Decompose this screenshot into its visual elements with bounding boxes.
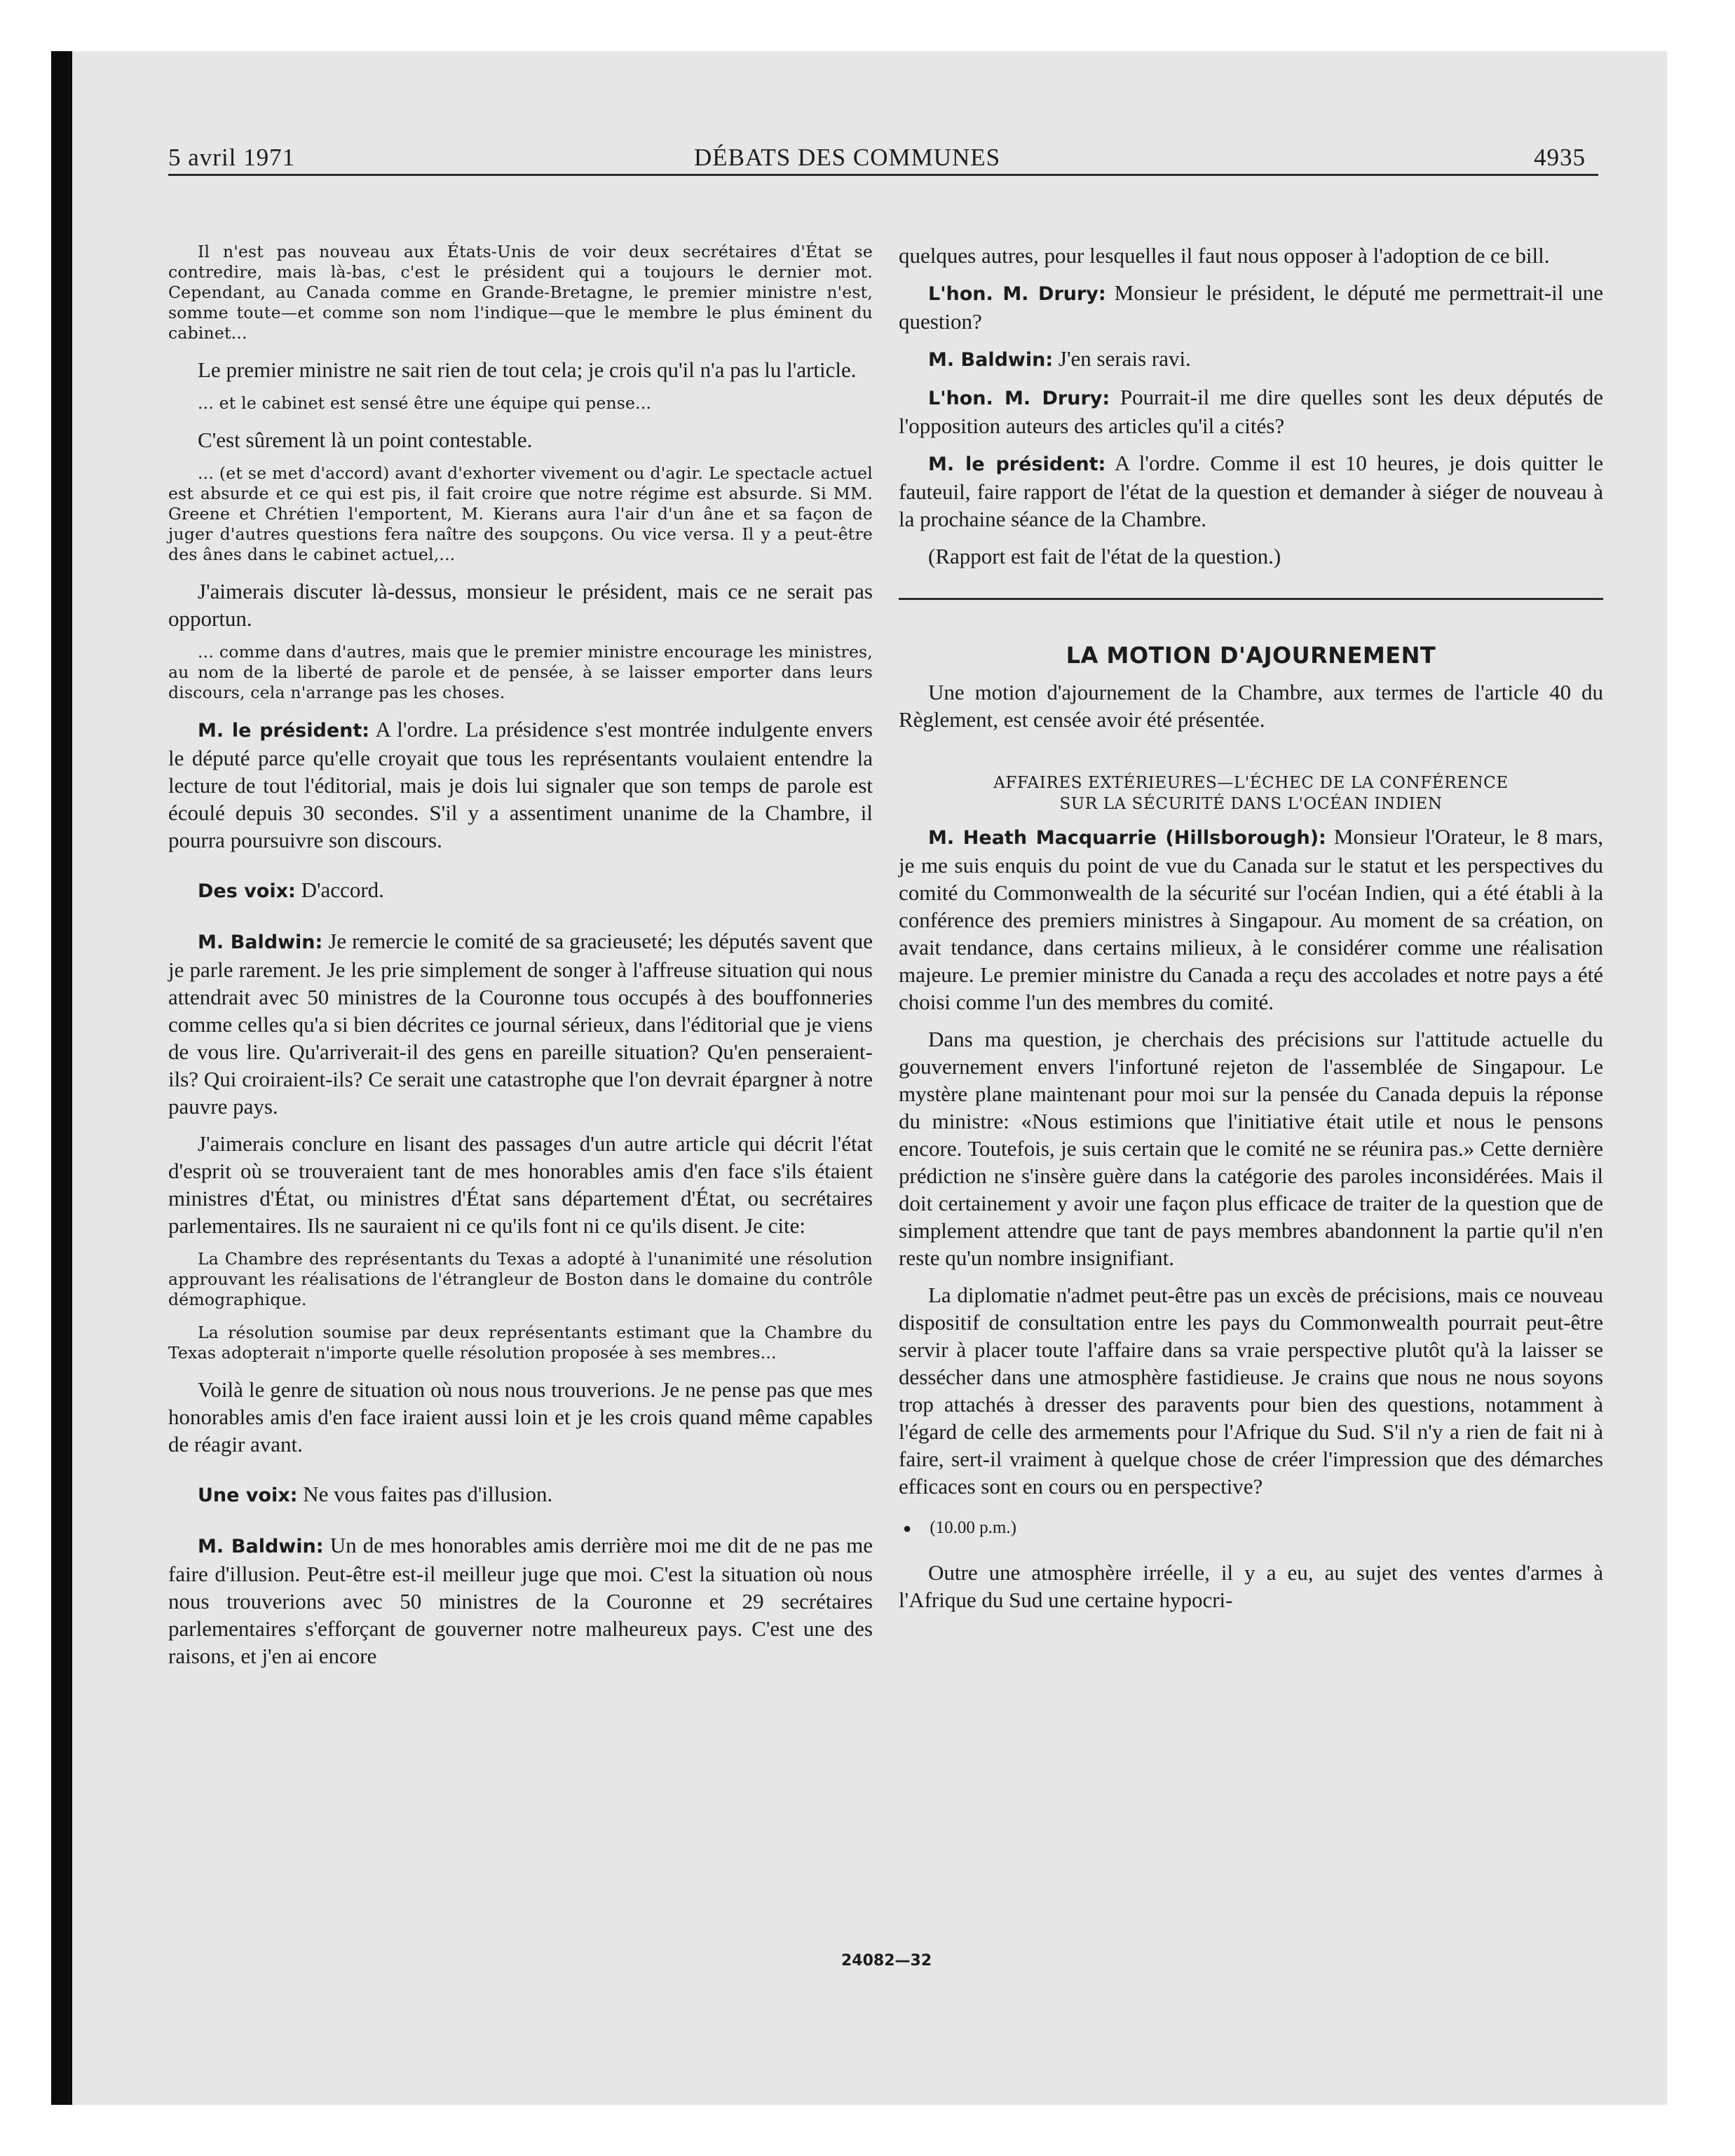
speech-text: Monsieur l'Orateur, le 8 mars, je me suis enquis du point de vue du Canada sur le statut et les perspectives du comité du Commonwealth de la sécurité sur l'océan Indien, qui a été établi à la conférence des premiers ministres à Singapour. Au moment de sa création, on avait tendance, dans certains milieux, à le considérer comme une réalisation majeure. Le premier ministre du Canada a reçu des accolades et notre pays a été choisi comme l'un des membres du comité.: [899, 824, 1604, 1014]
speech-text: Ne vous faites pas d'illusion.: [303, 1482, 553, 1506]
speaker-name: L'hon. M. Drury:: [928, 388, 1110, 409]
speaker-name: L'hon. M. Drury:: [928, 283, 1106, 305]
speech-text: A l'ordre. Comme il est 10 heures, je dois quitter le fauteuil, faire rapport de l'état de la question et demander à siéger de nouveau à la prochaine séance de la Chambre.: [899, 451, 1604, 531]
speaker-name: Des voix:: [198, 880, 296, 902]
speech: [168, 876, 873, 905]
speech: [899, 345, 1603, 374]
paragraph: J'aimerais conclure en lisant des passages d'un autre article qui décrit l'état d'esprit où se trouveraient tant de mes honorables amis d'en face s'ils étaient ministres d'État, ou ministres d'État sans département d'État, ou secrétaires parlementaires. Ils ne sauraient ni ce qu'ils font ni ce qu'ils disent. Je cite:: [168, 1131, 873, 1238]
quote: La résolution soumise par deux représentants estimant que la Chambre du Texas adopterait n'importe quelle résolution proposée à ses membres...: [168, 1323, 873, 1363]
quote: Il n'est pas nouveau aux États-Unis de voir deux secrétaires d'État se contredire, mais là-bas, c'est le président qui a toujours le dernier mot. Cependant, au Canada comme en Grande-Bretagne, le premier ministre n'est, somme toute—et comme son nom l'indique—que le membre le plus éminent du cabinet...: [168, 242, 873, 343]
paragraph: La diplomatie n'admet peut-être pas un excès de précisions, mais ce nouveau dispositif de consultation entre les pays du Commonwealth pourrait peut-être servir à placer toute l'affaire dans sa vraie perspective plutôt qu'à la laisser se dessécher dans une atmosphère fastidieuse. Je crains que nous ne nous soyons trop attachés à dresser des paravents pour bien des questions, notamment à l'égard de celle des armements pour l'Afrique du Sud. S'il n'y a rien de fait ni à faire, sert-il vraiment à quelque chose de créer l'impression que des démarches efficaces sont en cours ou en perspective?: [899, 1283, 1603, 1499]
section-rule: [899, 598, 1603, 600]
speech-text: J'en serais ravi.: [1058, 346, 1191, 371]
speech: [168, 1480, 873, 1509]
paragraph: Dans ma question, je cherchais des précisions sur l'attitude actuelle du gouvernement envers l'infortuné rejeton de l'assemblée de Singapour. Le mystère plane maintenant pour moi sur la pensée du Canada depuis la réponse du ministre: «Nous estimions que l'initiative était utile et nous le pensons encore. Toutefois, je suis certain que le comité ne se réunira pas.» Cette dernière prédiction ne s'insère guère dans la catégorie des paroles inconsidérées. Mais il doit certainement y avoir une façon plus efficace de traiter de la question que de simplement attendre que tant de pays membres abandonnent la partie qu'il n'en reste qu'un nombre insignifiant.: [899, 1027, 1603, 1270]
speaker-name: M. le président:: [198, 720, 370, 742]
paragraph: Outre une atmosphère irréelle, il y a eu, au sujet des ventes d'armes à l'Afrique du Sud une certaine hypocri-: [899, 1560, 1603, 1612]
header-title: DÉBATS DES COMMUNES: [694, 144, 1001, 171]
speech: [899, 823, 1603, 1016]
time-text: (10.00 p.m.): [930, 1518, 1016, 1537]
scan-edge-bar: [51, 51, 72, 2105]
speech-text: Je remercie le comité de sa gracieuseté; les députés savent que je parle rarement. Je les prie simplement de songer à l'affreuse situation qui nous attendrait avec 50 ministres de la Couronne tous occupés à des bouffonneries comme celles qu'a si bien décrites ce journal sérieux, dans l'éditorial que je viens de vous lire. Qu'arriverait-il des gens en pareille situation? Qu'en penseraient-ils? Qui croiraient-ils? Ce serait une catastrophe que l'on devrait épargner à notre pauvre pays.: [168, 929, 873, 1119]
paragraph: C'est sûrement là un point contestable.: [198, 428, 533, 452]
procedural-note: (Rapport est fait de l'état de la question.): [928, 544, 1281, 568]
subsection-heading-line: SUR LA SÉCURITÉ DANS L'OCÉAN INDIEN: [1059, 795, 1443, 813]
speech: [168, 716, 873, 854]
time-marker: [899, 1518, 1603, 1538]
paragraph: Le premier ministre ne sait rien de tout cela; je crois qu'il n'a pas lu l'article.: [198, 357, 857, 382]
paragraph: J'aimerais discuter là-dessus, monsieur le président, mais ce ne serait pas opportun.: [168, 579, 873, 631]
quote: La Chambre des représentants du Texas a adopté à l'unanimité une résolution approuvant les réalisations de l'étrangleur de Boston dans le domaine du contrôle démographique.: [168, 1249, 873, 1309]
speech-text: Monsieur le président, le député me permettrait-il une question?: [899, 280, 1604, 334]
speech: [899, 279, 1603, 335]
speaker-name: M. Baldwin:: [928, 349, 1054, 371]
speech: [899, 449, 1603, 533]
speech-text: D'accord.: [301, 878, 384, 902]
header-date: 5 avril 1971: [168, 144, 296, 171]
speaker-name: M. Heath Macquarrie (Hillsborough):: [928, 827, 1326, 849]
speaker-name: M. le président:: [928, 453, 1106, 475]
footer-code: 24082—32: [841, 1952, 932, 1970]
speech-text: Un de mes honorables amis derrière moi me dit de ne pas me faire d'illusion. Peut-être est-il meilleur juge que moi. C'est la situation où nous nous trouverions avec 50 ministres de la Couronne et 29 secrétaires parlementaires s'efforçant de gouverner notre malheureux pays. C'est une des raisons, et j'en ai encore: [168, 1533, 873, 1668]
subsection-heading: [899, 772, 1603, 814]
section-title: LA MOTION D'AJOURNEMENT: [1066, 642, 1436, 669]
speech: [899, 383, 1603, 439]
quote: ... comme dans d'autres, mais que le premier ministre encourage les ministres, au nom de la liberté de parole et de pensée, à se laisser emporter dans leurs discours, cela n'arrange pas les choses.: [168, 642, 873, 702]
bullet-icon: ●: [903, 1521, 912, 1536]
paragraph: Une motion d'ajournement de la Chambre, aux termes de l'article 40 du Règlement, est censée avoir été présentée.: [899, 680, 1603, 732]
quote: ... et le cabinet est sensé être une équipe qui pense...: [198, 393, 652, 413]
speaker-name: Une voix:: [198, 1485, 298, 1506]
speech-text: A l'ordre. La présidence s'est montrée indulgente envers le député parce qu'elle croyait que tous les représentants voulaient entendre la lecture de tout l'éditorial, mais je dois lui signaler que son temps de parole est écoulé depuis 30 secondes. S'il y a assentiment unanime de la Chambre, il pourra poursuivre son discours.: [168, 717, 873, 852]
right-column: [899, 242, 1603, 1623]
speaker-name: M. Baldwin:: [198, 1536, 324, 1557]
paragraph: Voilà le genre de situation où nous nous trouverions. Je ne pense pas que mes honorables amis d'en face iraient aussi loin et je les crois quand même capables de réagir avant.: [168, 1377, 873, 1456]
speech: [168, 1531, 873, 1670]
left-column: [168, 242, 873, 1679]
header-rule: [168, 174, 1598, 176]
speech-text: Pourrait-il me dire quelles sont les deux députés de l'opposition auteurs des articles qu'il a cités?: [899, 385, 1603, 438]
speaker-name: M. Baldwin:: [198, 932, 323, 953]
header-page-number: 4935: [1534, 144, 1586, 171]
speech: [168, 927, 873, 1120]
subsection-heading-line: AFFAIRES EXTÉRIEURES—L'ÉCHEC DE LA CONFÉRENCE: [993, 774, 1509, 792]
paragraph: quelques autres, pour lesquelles il faut nous opposer à l'adoption de ce bill.: [899, 243, 1550, 268]
quote: ... (et se met d'accord) avant d'exhorter vivement ou d'agir. Le spectacle actuel est absurde et ce qui est pis, il fait croire que notre régime est absurde. Si MM. Greene et Chrétien l'emportent, M. Kierans aura l'air d'un âne et sa façon de juger d'autres questions fera naître des soupçons. Ou vice versa. Il y a peut-être des ânes dans le cabinet actuel,...: [168, 463, 873, 564]
